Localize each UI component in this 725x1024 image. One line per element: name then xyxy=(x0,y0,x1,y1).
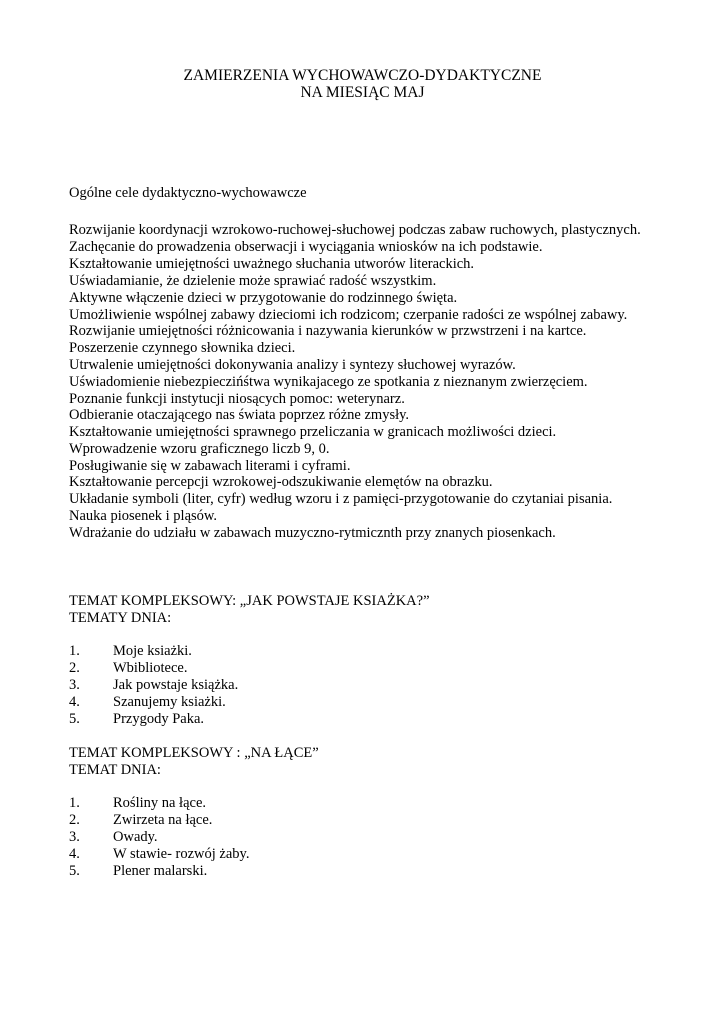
goal-line: Wprowadzenie wzoru graficznego liczb 9, 0. xyxy=(69,441,330,457)
list-number: 3. xyxy=(69,677,80,693)
list-item: Zwirzeta na łące. xyxy=(113,812,213,828)
list-item: Wbibliotece. xyxy=(113,660,188,676)
list-number: 4. xyxy=(69,694,80,710)
topic-2-subheading: TEMAT DNIA: xyxy=(69,762,161,778)
list-number: 3. xyxy=(69,829,80,845)
list-item: Moje ksiażki. xyxy=(113,643,192,659)
list-item: Przygody Paka. xyxy=(113,711,205,727)
list-item: Jak powstaje książka. xyxy=(113,677,239,693)
goal-line: Posługiwanie się w zabawach literami i cyframi. xyxy=(69,458,351,474)
list-number: 1. xyxy=(69,643,80,659)
goal-line: Aktywne włączenie dzieci w przygotowanie do rodzinnego święta. xyxy=(69,290,458,306)
topic-2-heading: TEMAT KOMPLEKSOWY : „NA ŁĄCE” xyxy=(69,745,319,761)
list-item: Plener malarski. xyxy=(113,863,208,879)
list-number: 1. xyxy=(69,795,80,811)
list-number: 5. xyxy=(69,711,80,727)
list-item: Rośliny na łące. xyxy=(113,795,207,811)
list-number: 5. xyxy=(69,863,80,879)
goal-line: Poszerzenie czynnego słownika dzieci. xyxy=(69,340,296,356)
list-number: 2. xyxy=(69,812,80,828)
goal-line: Wdrażanie do udziału w zabawach muzyczno-rytmicznth przy znanych piosenkach. xyxy=(69,525,556,541)
goal-line: Nauka piosenek i pląsów. xyxy=(69,508,218,524)
goal-line: Odbieranie otaczającego nas świata poprzez różne zmysły. xyxy=(69,407,410,423)
goal-line: Kształtowanie umiejętności uważnego słuchania utworów literackich. xyxy=(69,256,475,272)
document-title xyxy=(0,67,725,101)
goal-line: Umożliwienie wspólnej zabawy dzieciomi ich rodzicom; czerpanie radości ze wspólnej zabawy. xyxy=(69,307,628,323)
list-number: 2. xyxy=(69,660,80,676)
list-item: W stawie- rozwój żaby. xyxy=(113,846,250,862)
list-number: 4. xyxy=(69,846,80,862)
goal-line: Utrwalenie umiejętności dokonywania analizy i syntezy słuchowej wyrazów. xyxy=(69,357,516,373)
goal-line: Zachęcanie do prowadzenia obserwacji i wyciągania wniosków na ich podstawie. xyxy=(69,239,543,255)
list-item: Owady. xyxy=(113,829,158,845)
topic-1-heading: TEMAT KOMPLEKSOWY: „JAK POWSTAJE KSIAŻKA?” xyxy=(69,593,430,609)
general-goals-heading: Ogólne cele dydaktyczno-wychowawcze xyxy=(69,185,307,201)
goal-line: Uświadamianie, że dzielenie może sprawiać radość wszystkim. xyxy=(69,273,437,289)
goal-line: Kształtowanie percepcji wzrokowej-odszukiwanie elemętów na obrazku. xyxy=(69,474,493,490)
topic-1-subheading: TEMATY DNIA: xyxy=(69,610,172,626)
goal-line: Kształtowanie umiejętności sprawnego przeliczania w granicach możliwości dzieci. xyxy=(69,424,557,440)
title-line-2: NA MIESIĄC MAJ xyxy=(300,84,425,101)
goal-line: Rozwijanie koordynacji wzrokowo-ruchowej-słuchowej podczas zabaw ruchowych, plastycznych. xyxy=(69,222,641,238)
goal-line: Układanie symboli (liter, cyfr) według wzoru i z pamięci-przygotowanie do czytaniai pisania. xyxy=(69,491,613,507)
goal-line: Uświadomienie niebezpieczińśtwa wynikajacego ze spotkania z nieznanym zwierzęciem. xyxy=(69,374,588,390)
title-line-1: ZAMIERZENIA WYCHOWAWCZO-DYDAKTYCZNE xyxy=(183,67,542,84)
goal-line: Poznanie funkcji instytucji niosących pomoc: weterynarz. xyxy=(69,391,405,407)
goal-line: Rozwijanie umiejętności różnicowania i nazywania kierunków w przwstrzeni i na kartce. xyxy=(69,323,587,339)
list-item: Szanujemy ksiażki. xyxy=(113,694,226,710)
